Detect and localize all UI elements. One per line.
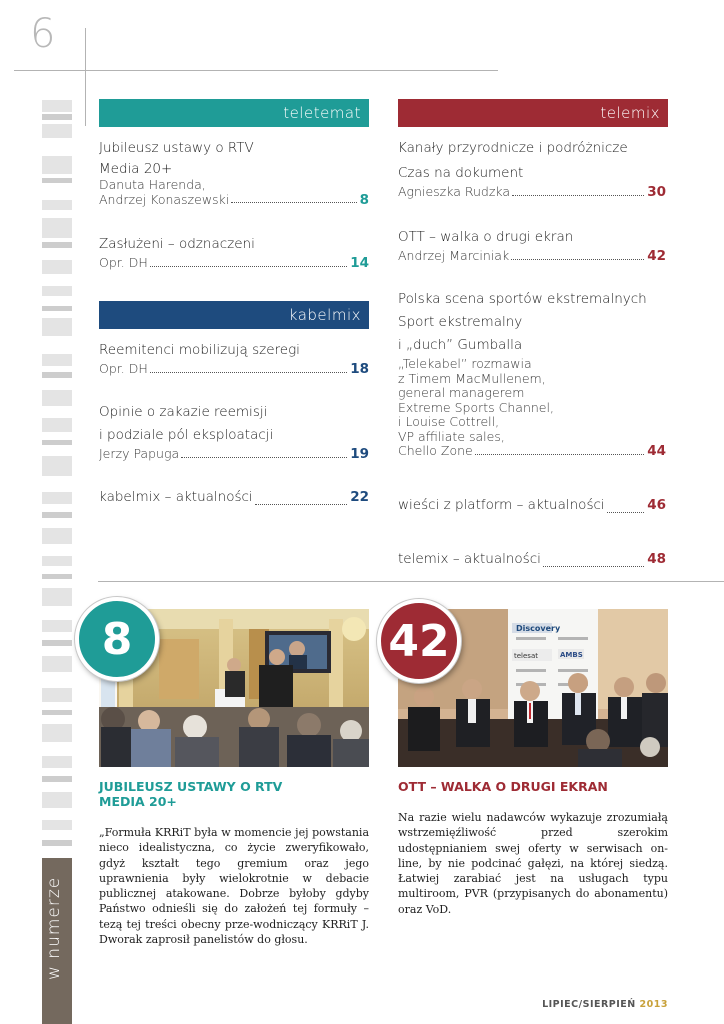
toc-entry-kabelmix-aktualnosci[interactable] (99, 486, 369, 509)
entry-author-line (398, 444, 666, 459)
entry-author-line (398, 249, 666, 264)
middle-rule (98, 581, 724, 582)
entry-author-line (99, 256, 369, 271)
section-header-kabelmix: kabelmix (99, 301, 369, 329)
entry-page-number: 42 (647, 248, 666, 264)
entry-author-line (99, 447, 369, 462)
entry-title: OTT – walka o drugi ekran (398, 229, 574, 245)
entry-author: Opr. DH (99, 361, 148, 376)
entry-title: telemix – aktualności (398, 551, 541, 567)
toc-entry-kanaly-przyrodnicze[interactable] (398, 137, 666, 200)
entry-title: Jubileusz ustawy o RTV (99, 140, 254, 156)
feature-text: „Formuła KRRiT była w momencie jej powstania nieco idealistyczna, co życie zweryfikowało, gdyż kształt tego gremium oraz jego uprawnienia były wielokrotnie w debacie publicznej atakowane. Dobrze byłoby gdyby Państwo odnieśli się do założeń tej formuły – tezą tej treści obecny prze-wodniczący KRRiT J. Dworak zaprosił panelistów do głosu. (99, 826, 369, 947)
entry-author: general managerem (398, 385, 525, 400)
feature-headline-line: MEDIA 20+ (99, 794, 177, 809)
feature-text: Na razie wielu nadawców wykazuje zrozumiałą wstrzemięźliwość przed szerokim udostępnianiem swej oferty w serwisach on-line, by nie podcinać gałęzi, na której siedzą. Łatwiej zarabiać jest na usługach typu multiroom, PVR (przypisanych do abonamentu) oraz VoD. (398, 811, 668, 916)
entry-title: Polska scena sportów ekstremalnych (398, 291, 647, 307)
entry-title: Opinie o zakazie reemisji (99, 404, 268, 420)
entry-page-number: 8 (359, 191, 369, 208)
toc-entry-sporty-ekstremalne[interactable] (398, 288, 666, 459)
sponsor-logo-text: AMBS (560, 651, 583, 659)
page-number: 6 (30, 11, 56, 57)
entry-page-number: 44 (647, 443, 666, 459)
entry-author: Danuta Harenda, (99, 177, 206, 192)
toc-entry-jubileusz[interactable] (99, 137, 369, 207)
entry-author: Chello Zone (398, 443, 473, 458)
entry-title: Kanały przyrodnicze i podróżnicze (398, 140, 628, 156)
entry-author: Agnieszka Rudzka (398, 184, 511, 199)
sponsor-logo-text: Discovery (516, 624, 561, 633)
entry-title: i „duch” Gumballa (398, 337, 523, 353)
top-rule (14, 70, 498, 71)
entry-author: z Timem MacMullenem, (398, 370, 546, 386)
feature-headline[interactable] (398, 779, 608, 794)
section-header-teletemat: teletemat (99, 99, 369, 127)
feature-page-badge[interactable]: 42 (377, 599, 461, 683)
entry-title-line (398, 548, 666, 571)
feature-headline[interactable] (99, 779, 282, 809)
feature-headline-line: OTT – WALKA O DRUGI EKRAN (398, 779, 608, 794)
entry-author: Jerzy Papuga (99, 446, 180, 461)
sponsor-logo-text: telesat (514, 652, 538, 660)
entry-title-line (398, 494, 666, 517)
entry-page-number: 48 (647, 551, 666, 567)
entry-page-number: 30 (647, 184, 666, 200)
entry-title: i podziale pól eksploatacji (99, 427, 274, 443)
entry-author-line (99, 193, 369, 208)
toc-entry-opinie[interactable] (99, 401, 369, 462)
entry-author: Opr. DH (99, 255, 148, 270)
toc-entry-wiesci-z-platform[interactable] (398, 494, 666, 517)
entry-page-number: 19 (350, 446, 369, 462)
entry-title: Sport ekstremalny (398, 314, 523, 330)
entry-title: wieści z platform – aktualności (398, 497, 605, 513)
issue-footer (542, 999, 668, 1010)
entry-author-line (99, 362, 369, 377)
feature-headline-line: JUBILEUSZ USTAWY O RTV (99, 779, 283, 794)
entry-page-number: 22 (350, 489, 369, 505)
feature-page-badge[interactable]: 8 (75, 597, 159, 681)
entry-page-number: 18 (350, 361, 369, 377)
entry-author: i Louise Cottrell, (398, 414, 500, 429)
entry-author: „Telekabel” rozmawia (398, 356, 532, 371)
entry-title: Zasłużeni – odznaczeni (99, 236, 255, 252)
toc-entry-ott[interactable] (398, 226, 666, 264)
entry-title: kabelmix – aktualności (99, 489, 253, 505)
entry-title: Media 20+ (99, 161, 173, 177)
entry-author: VP affiliate sales, (398, 428, 505, 444)
issue-month: LIPIEC/SIERPIEŃ (542, 999, 636, 1010)
side-label: w numerze (44, 876, 64, 980)
entry-author: Extreme Sports Channel, (398, 399, 554, 415)
toc-entry-zasluzeni[interactable] (99, 233, 369, 271)
toc-entry-reemitenci[interactable] (99, 339, 369, 377)
issue-year: 2013 (639, 999, 668, 1010)
entry-title: Reemitenci mobilizują szeregi (99, 342, 300, 358)
entry-author: Andrzej Marciniak (398, 248, 510, 263)
entry-page-number: 46 (647, 497, 666, 513)
entry-author-line (398, 185, 666, 200)
top-vertical-rule (85, 28, 86, 126)
entry-page-number: 14 (350, 255, 369, 271)
entry-author: Andrzej Konaszewski (99, 191, 230, 207)
entry-title-line (99, 486, 369, 509)
toc-entry-telemix-aktualnosci[interactable] (398, 548, 666, 571)
entry-title: Czas na dokument (398, 165, 524, 181)
section-header-telemix: telemix (398, 99, 668, 127)
